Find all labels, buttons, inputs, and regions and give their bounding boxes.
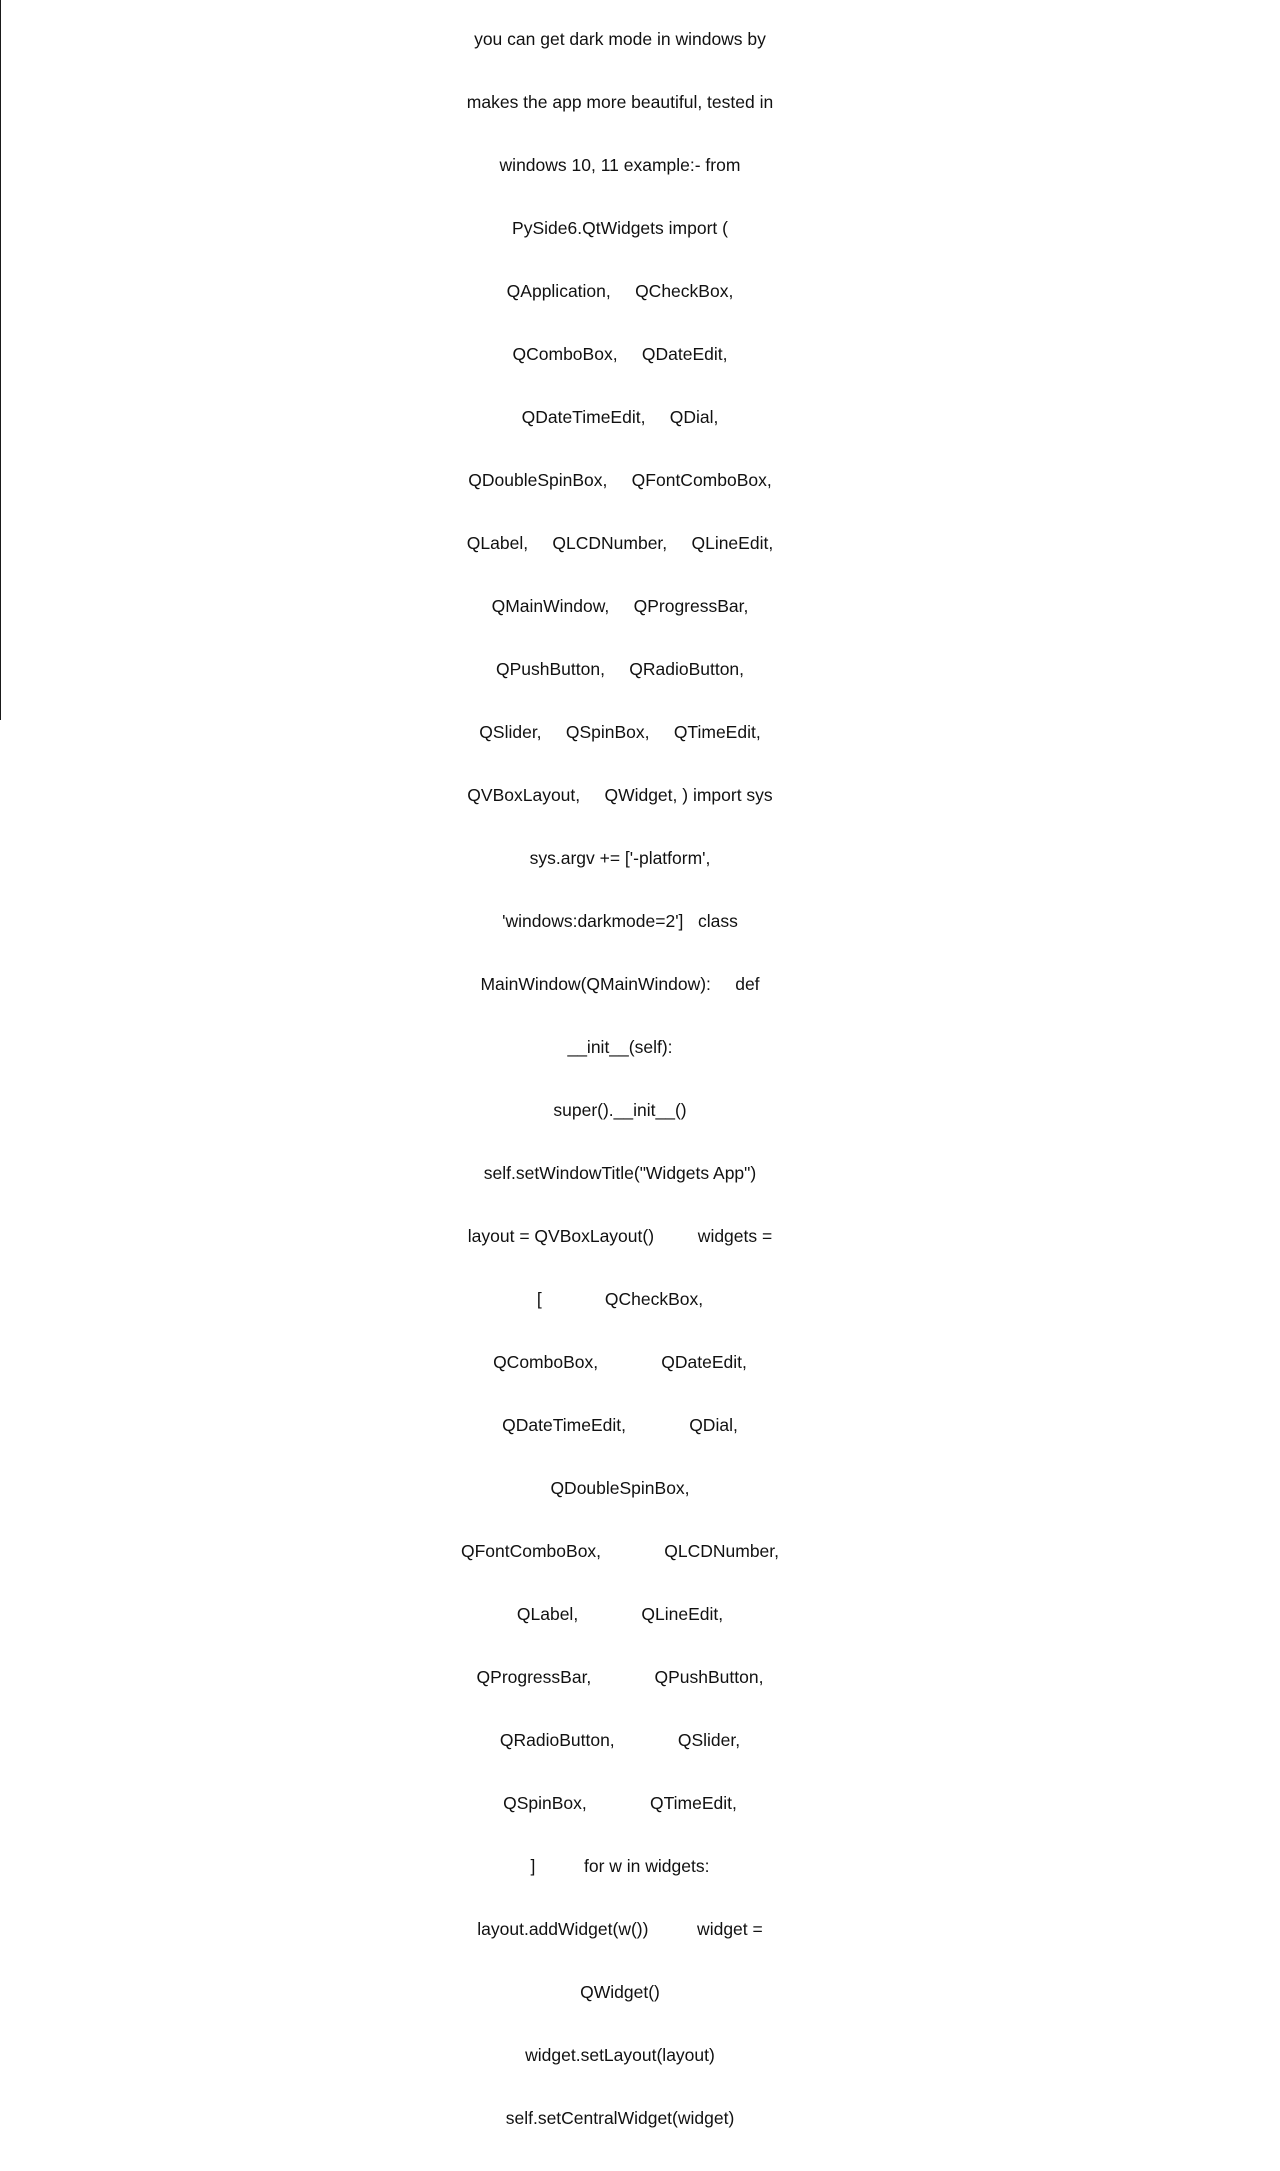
note-text-block [440, 0, 800, 2171]
text-line: sys.argv += ['-platform', [529, 848, 711, 868]
text-line: __init__(self): [567, 1037, 673, 1057]
text-line: QComboBox, QDateEdit, [512, 344, 728, 364]
text-line: ] for w in widgets: [530, 1856, 710, 1876]
text-line: QDateTimeEdit, QDial, [521, 407, 719, 427]
text-line: you can get dark mode in windows by [474, 29, 766, 49]
text-line: super().__init__() [553, 1100, 687, 1120]
text-line: QFontComboBox, QLCDNumber, [460, 1541, 780, 1561]
text-line: layout.addWidget(w()) widget = [477, 1919, 763, 1939]
text-line: QSlider, QSpinBox, QTimeEdit, [479, 722, 761, 742]
text-line: QComboBox, QDateEdit, [493, 1352, 747, 1372]
text-line: QDateTimeEdit, QDial, [502, 1415, 738, 1435]
text-line: layout = QVBoxLayout() widgets = [467, 1226, 773, 1246]
text-line: makes the app more beautiful, tested in [466, 92, 774, 112]
text-line: QWidget() [580, 1982, 660, 2002]
text-line: 'windows:darkmode=2'] class [502, 911, 738, 931]
text-line: QDoubleSpinBox, [550, 1478, 690, 1498]
text-line: windows 10, 11 example:- from [499, 155, 741, 175]
text-line: PySide6.QtWidgets import ( [512, 218, 728, 238]
text-line: QDoubleSpinBox, QFontComboBox, [468, 470, 772, 490]
text-line: self.setWindowTitle("Widgets App") [483, 1163, 757, 1183]
text-line: QApplication, QCheckBox, [506, 281, 734, 301]
text-line: self.setCentralWidget(widget) [505, 2108, 735, 2128]
text-line: QProgressBar, QPushButton, [476, 1667, 764, 1687]
text-line: QVBoxLayout, QWidget, ) import sys [467, 785, 773, 805]
text-line: QRadioButton, QSlider, [499, 1730, 741, 1750]
text-line: QPushButton, QRadioButton, [495, 659, 745, 679]
text-line: [ QCheckBox, [536, 1289, 704, 1309]
text-line: widget.setLayout(layout) [525, 2045, 715, 2065]
text-line: MainWindow(QMainWindow): def [480, 974, 760, 994]
text-line: QMainWindow, QProgressBar, [491, 596, 749, 616]
text-line: QSpinBox, QTimeEdit, [503, 1793, 737, 1813]
text-line: QLabel, QLCDNumber, QLineEdit, [466, 533, 774, 553]
text-line: QLabel, QLineEdit, [516, 1604, 724, 1624]
